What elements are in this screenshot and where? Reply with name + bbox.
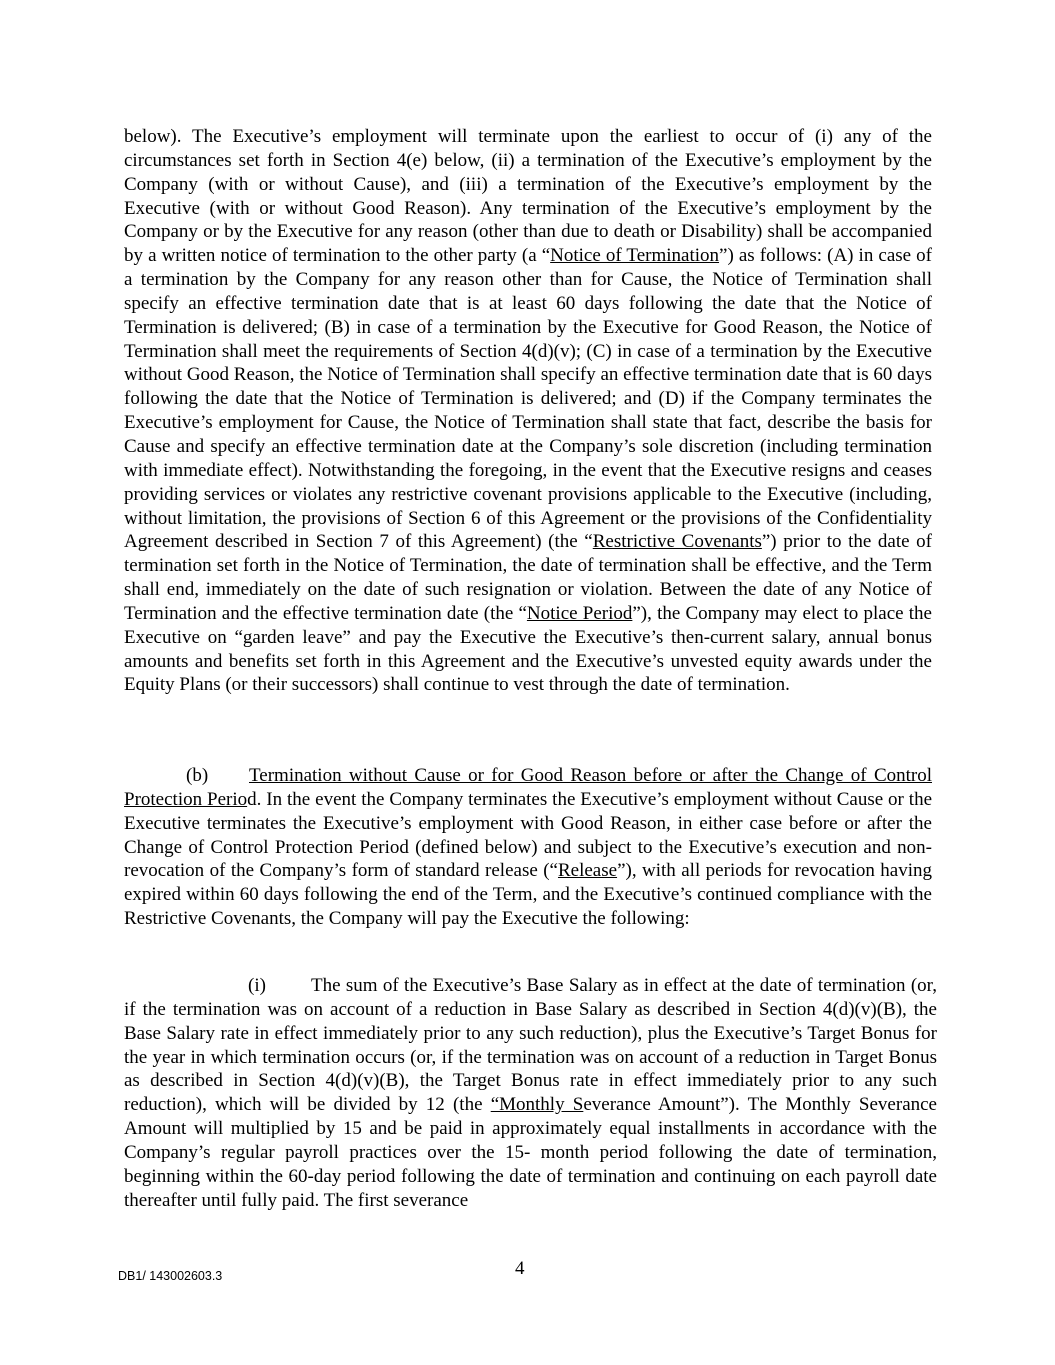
text-run: d. In the event the Company terminates the Executive’s employment without Cause or the Executive terminates the Executive’s employment with Good Reason, in either case before or after the Change of Control Protection Period (defined below) and subject to the Executive’s execution and non-revocation of the Company’s form of standard release (“ — [124, 788, 933, 882]
text-run: below). The Executive’s employment will terminate upon the earliest to occur of (i) any of the circumstances set forth in Section 4(e) below, (ii) a termination of the Executive’s employment by the Company (with or without Cause), and (iii) a termination of the Executive’s employment by the Executive (with or without Good Reason). Any termination of the Executive’s employment by the Company or by the Executive for any reason (other than due to death or Disability) shall be accompanied by a written notice of termination to the other party (a “ — [124, 126, 932, 267]
defined-term-restrictive-covenants: Restrictive Covenants — [592, 531, 762, 553]
section-label-b: (b) — [186, 765, 209, 786]
paragraph-section-i — [124, 974, 937, 1212]
text-run: ”) prior to the date of termination set forth in the Notice of Termination, the date of termination shall be effective, and the Term shall end, immediately on the date of such resignation or violation. Between the date of any Notice of Termination and the effective termination date (the “ — [124, 531, 932, 624]
paragraph-section-b — [124, 764, 932, 931]
text-run: ”), with all periods for revocation having expired within 60 days following the end of the Term, and the Executive’s continued compliance with the Restrictive Covenants, the Company will pay the Executive the following: — [124, 860, 933, 930]
page-number: 4 — [515, 1258, 525, 1279]
text-run: The sum of the Executive’s Base Salary as in effect at the date of termination (or, if the termination was on account of a reduction in Base Salary as described in Section 4(d)(v)(B), the Base Salary rate in effect immediately prior to any such reduction), plus the Executive’s Target Bonus for the year in which termination occurs (or, if the termination was on account of a reduction in Target Bonus as described in Section 4(d)(v)(B), the Target Bonus rate in effect immediately prior to any such reduction), which will be divided by 12 (the — [124, 975, 937, 1116]
defined-term-notice-period: Notice Period — [526, 602, 633, 624]
section-heading-b: Termination without Cause or for Good Reason before or after the Change of Control Protection Perio — [124, 765, 932, 810]
text-run: ”), the Company may elect to place the Executive on “garden leave” and pay the Executive the Executive’s then-current salary, annual bonus amounts and benefits set forth in this Agreement and the Executive’s unvested equity awards under the Equity Plans (or their successors) shall continue to vest through the date of termination. — [124, 602, 932, 696]
defined-term-release: Release — [557, 860, 618, 882]
section-label-i: (i) — [248, 975, 266, 996]
defined-term-monthly-severance: “Monthly S — [490, 1094, 584, 1116]
defined-term-notice-of-termination: Notice of Termination — [550, 245, 720, 267]
text-run: ”) as follows: (A) in case of a termination by the Company for any reason other than for Cause, the Notice of Termination shall specify an effective termination date that is at least 60 days following the date that the Notice of Termination is delivered; (B) in case of a termination by the Executive for Good Reason, the Notice of Termination shall meet the requirements of Section 4(d)(v); (C) in case of a termination by the Executive without Good Reason, the Notice of Termination shall specify an effective termination date that is 60 days following the date that the Notice of Termination is delivered; and (D) if the Company terminates the Executive’s employment for Cause, the Notice of Termination shall state that fact, describe the basis for Cause and specify an effective termination date at the Company’s sole discretion (including termination with immediate effect). Notwithstanding the foregoing, in the event that the Executive resigns and ceases providing services or violates any restrictive covenant provisions applicable to the Executive (including, without limitation, the provisions of Section 6 of this Agreement or the provisions of the Confidentiality Agreement described in Section 7 of this Agreement) (the “ — [124, 245, 933, 553]
text-run: everance Amount”). The Monthly Severance Amount will multiplied by 15 and be paid in approximately equal installments in accordance with the Company’s regular payroll practices over the 15- month period following the date of termination, beginning within the 60-day period following the date of termination and continuing on each payroll date thereafter until fully paid. The first severance — [124, 1094, 937, 1211]
paragraph-termination-notice — [124, 125, 932, 697]
document-id: DB1/ 143002603.3 — [118, 1269, 223, 1283]
